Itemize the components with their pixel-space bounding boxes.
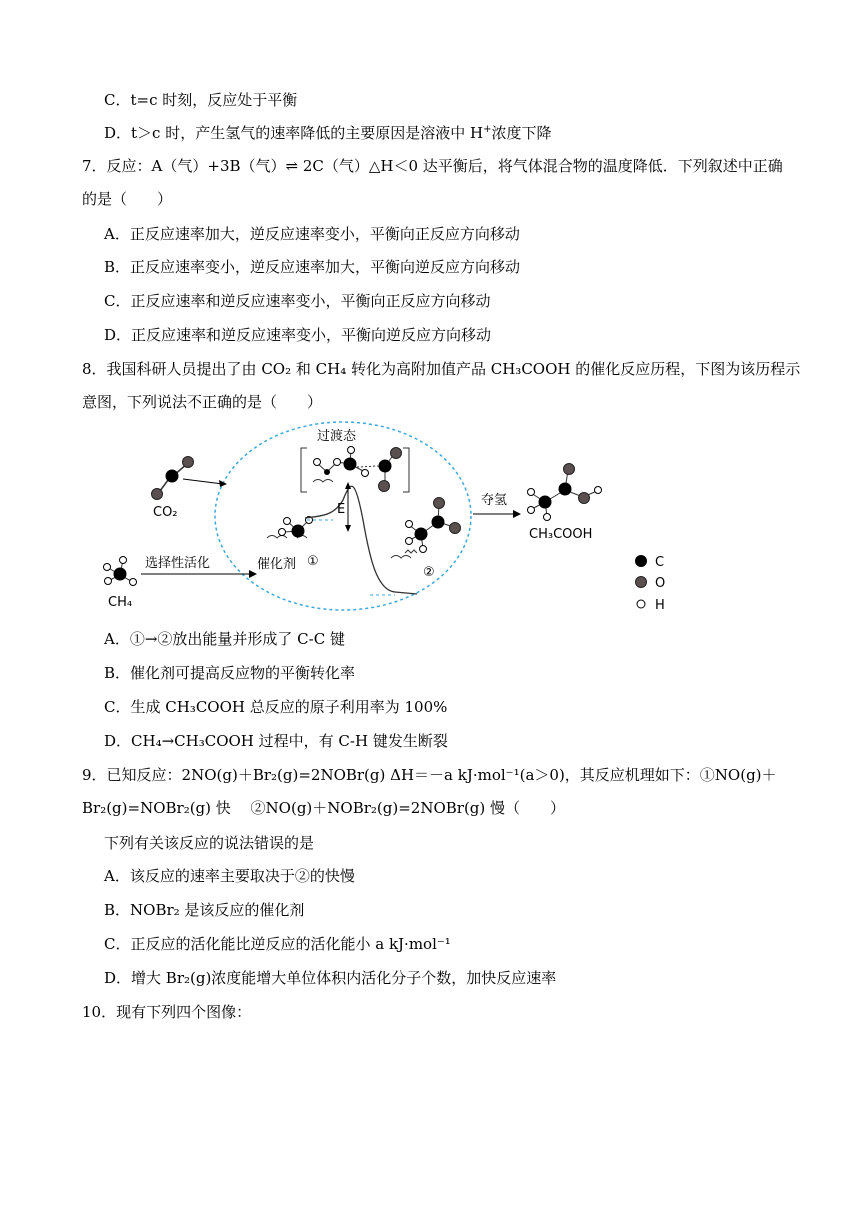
energy-curve [305, 486, 417, 594]
ch3cooh-label: CH₃COOH [529, 527, 593, 542]
q8-option-c: C．生成 CH₃COOH 总反应的原子利用率为 100% [104, 698, 448, 716]
adsorbed-species-2 [391, 498, 461, 559]
co2-molecule [152, 457, 194, 500]
q7-option-c: C．正反应速率和逆反应速率变小，平衡向正反应方向移动 [104, 292, 491, 310]
q7-option-d: D．正反应速率和逆反应速率变小，平衡向逆反应方向移动 [104, 326, 492, 344]
q7-stem-line2: 的是（ ） [82, 190, 173, 208]
q9-stem-line1: 9．已知反应：2NO(g)＋Br₂(g)=2NOBr(g) ΔH＝－a kJ·mol⁻¹(a＞0)，其反应机理如下：①NO(g)＋ [82, 766, 777, 784]
ch3cooh-molecule [528, 464, 602, 521]
q6-option-c: C．t=c 时刻，反应处于平衡 [104, 91, 298, 109]
q9-option-c: C．正反应的活化能比逆反应的活化能小 a kJ·mol⁻¹ [104, 935, 451, 953]
energy-arrowhead-bottom [345, 525, 351, 532]
dehydrogenation-arrowhead [513, 510, 521, 518]
adsorbed-species-1 [267, 517, 313, 539]
q7-stem-line1: 7．反应：A（气）+3B（气）⇌ 2C（气）△H＜0 达平衡后，将气体混合物的温度降低．下列叙述中正确 [82, 157, 783, 175]
q7-option-b: B．正反应速率变小，逆反应速率加大，平衡向逆反应方向移动 [104, 258, 521, 276]
q6-option-d-sup: + [483, 124, 492, 135]
q8-option-b: B．催化剂可提高反应物的平衡转化率 [104, 664, 356, 682]
q9-option-a: A．该反应的速率主要取决于②的快慢 [104, 867, 355, 885]
ch4-arrowhead [249, 570, 257, 578]
ch4-label: CH₄ [108, 595, 133, 610]
energy-arrowhead-top [345, 482, 351, 489]
q8-option-d: D．CH₄→CH₃COOH 过程中，有 C-H 键发生断裂 [104, 732, 448, 750]
q9-option-b: B．NOBr₂ 是该反应的催化剂 [104, 901, 305, 919]
q9-option-d: D．增大 Br₂(g)浓度能增大单位体积内活化分子个数，加快反应速率 [104, 969, 557, 987]
selective-activation-label: 选择性活化 [145, 556, 211, 571]
catalyst-label: 催化剂 [257, 557, 297, 572]
q8-stem-line2: 意图，下列说法不正确的是（ ） [82, 393, 323, 411]
legend-o: O [655, 576, 666, 591]
co2-arrow [183, 479, 223, 484]
q8-option-a: A．①→②放出能量并形成了 C-C 键 [104, 630, 345, 648]
q10-stem: 10．现有下列四个图像： [82, 1003, 252, 1021]
q9-stem-line2: Br₂(g)=NOBr₂(g) 快 ②NO(g)＋NOBr₂(g)=2NOBr(g) 慢（ ） [82, 799, 566, 817]
q9-stem-line3: 下列有关该反应的说法错误的是 [104, 834, 315, 852]
ch4-molecule [104, 557, 137, 586]
reaction-pathway-diagram [95, 420, 685, 620]
legend-c: C [655, 555, 665, 570]
step-2-label: ② [423, 565, 435, 580]
atom-legend [635, 555, 665, 613]
q6-option-d-tail: 浓度下降 [491, 124, 552, 142]
q6-option-d [104, 123, 551, 143]
energy-e-label: E [337, 502, 346, 517]
co2-arrowhead [219, 480, 227, 487]
legend-h: H [655, 598, 665, 613]
q6-option-d-text: D．t＞c 时，产生氢气的速率降低的主要原因是溶液中 H [104, 124, 484, 142]
step-1-label: ① [307, 554, 319, 569]
transition-state-label: 过渡态 [317, 429, 357, 444]
dehydrogenation-label: 夺氢 [481, 493, 508, 508]
q7-option-a: A．正反应速率加大，逆反应速率变小，平衡向正反应方向移动 [104, 225, 520, 243]
transition-state-bracket [301, 447, 409, 493]
q8-stem-line1: 8．我国科研人员提出了由 CO₂ 和 CH₄ 转化为高附加值产品 CH₃COOH 的催化反应历程，下图为该历程示 [82, 360, 801, 378]
co2-label: CO₂ [153, 505, 178, 520]
